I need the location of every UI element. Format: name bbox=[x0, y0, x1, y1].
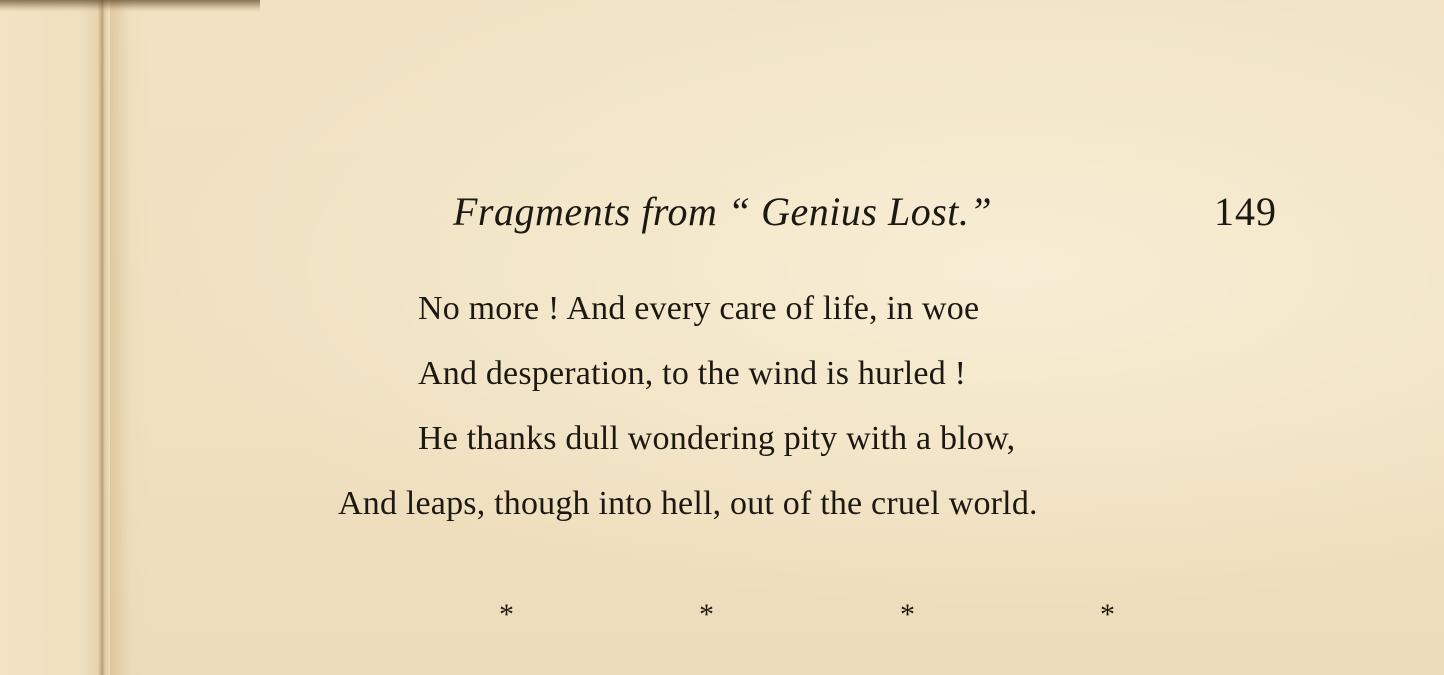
poem-line: And desperation, to the wind is hurled ! bbox=[418, 355, 967, 392]
gutter-shadow bbox=[110, 0, 150, 675]
page-number: 149 bbox=[1214, 189, 1277, 234]
asterisk-ornament: * bbox=[499, 598, 514, 631]
asterisk-ornament: * bbox=[699, 598, 714, 631]
section-separator bbox=[0, 598, 1444, 638]
top-edge-shadow bbox=[0, 0, 260, 12]
asterisk-ornament: * bbox=[1100, 598, 1115, 631]
poem-line: And leaps, though into hell, out of the cruel world. bbox=[338, 485, 1038, 522]
running-title: Fragments from “ Genius Lost.” bbox=[453, 189, 993, 234]
left-page-edge bbox=[0, 0, 100, 675]
book-gutter bbox=[98, 0, 110, 675]
page-header bbox=[0, 188, 1444, 238]
poem-line: No more ! And every care of life, in woe bbox=[418, 290, 980, 327]
asterisk-ornament: * bbox=[900, 598, 915, 631]
poem-line: He thanks dull wondering pity with a blow, bbox=[418, 420, 1016, 457]
